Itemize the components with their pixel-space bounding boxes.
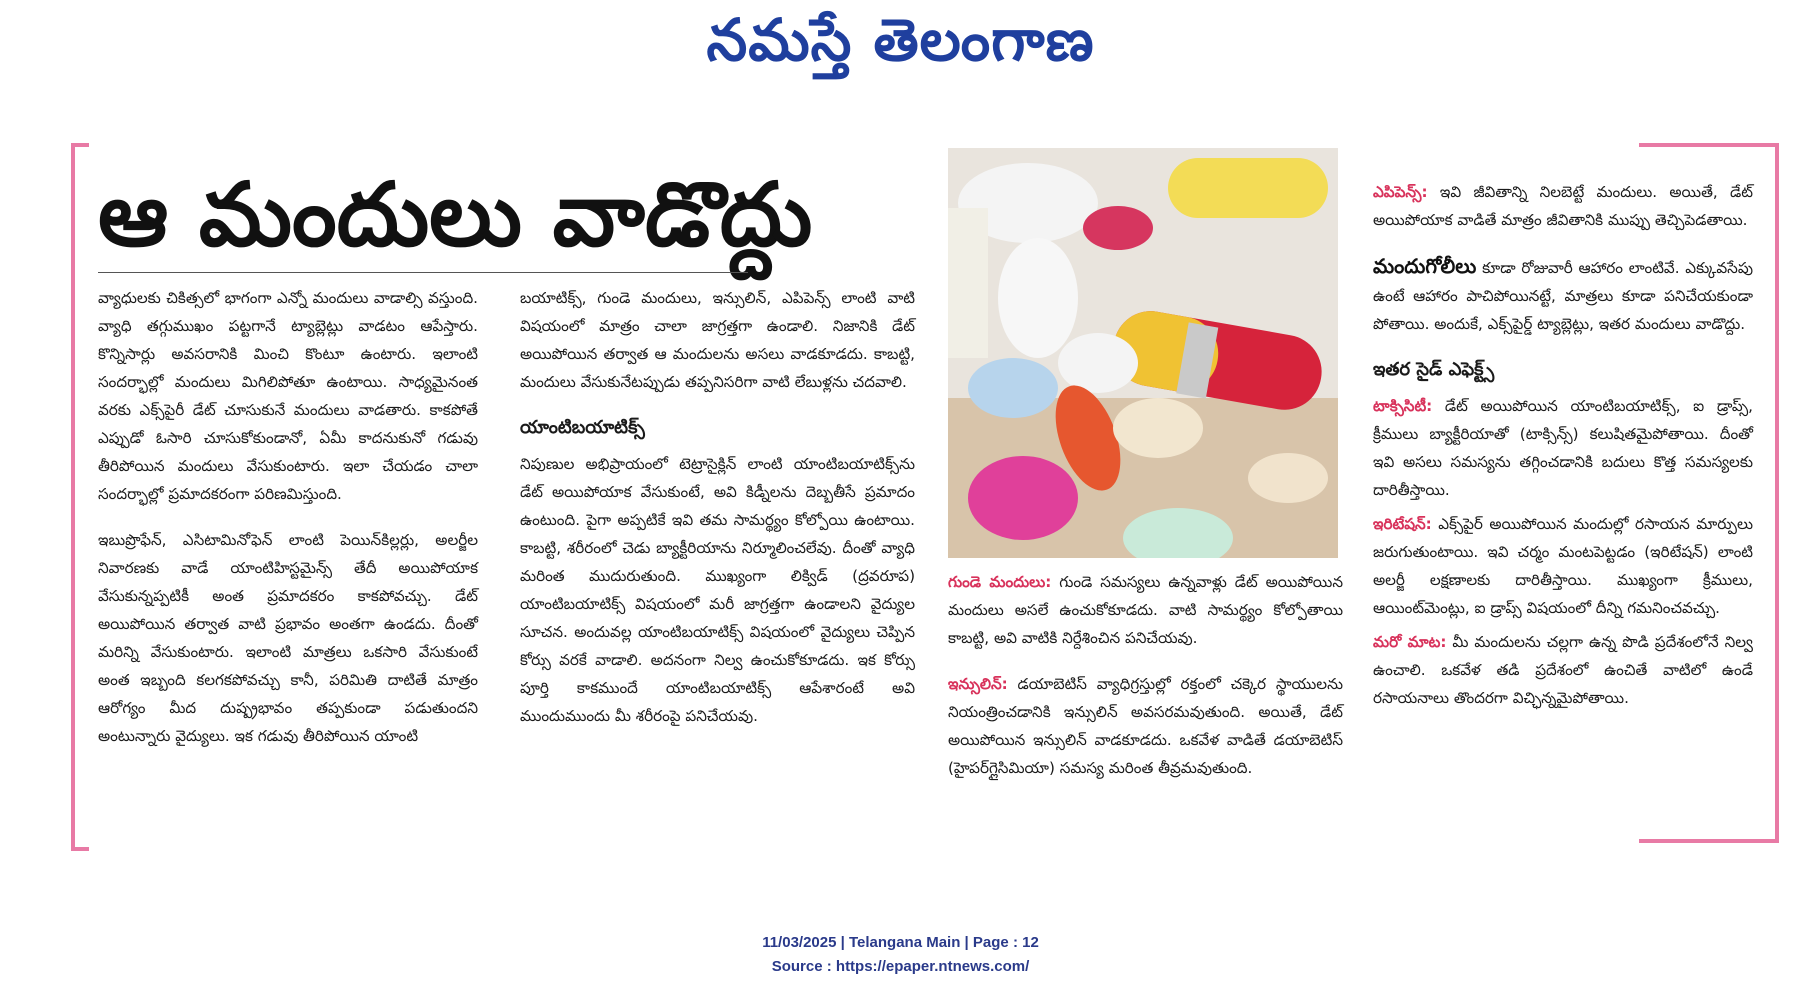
article-column-1 bbox=[98, 284, 478, 768]
keyword-insulin: ఇన్సులిన్: bbox=[948, 675, 1008, 693]
body-paragraph: బయాటిక్స్, గుండె మందులు, ఇన్సులిన్, ఎపిపెన్స్ లాంటి వాటి విషయంలో మాత్రం చాలా జాగ్రత్తగా ఉండాలి. నిజానికి డేట్ అయిపోయిన తర్వాత ఆ మందులను అసలు వాడకూడదు. కాబట్టి, మందులు వేసుకునేటప్పుడు తప్పనిసరిగా వాటి లేబుళ్లను చదవాలి. bbox=[520, 289, 915, 391]
heart-text: గుండె సమస్యలు ఉన్నవాళ్లు డేట్ అయిపోయిన మందులు అసలే ఉంచుకోకూడదు. వాటి సామర్థ్యం కోల్పోతాయి కాబట్టి, అవి వాటికి నిర్దేశించిన పనిచేయవు. bbox=[948, 573, 1343, 647]
keyword-epipens: ఎపిపెన్స్: bbox=[1373, 183, 1428, 201]
keyword-pills: మందుగోలీలు bbox=[1373, 254, 1477, 278]
note-text: మీ మందులను చల్లగా ఉన్న పొడి ప్రదేశంలోనే నిల్వ ఉంచాలి. ఒకవేళ తడి ప్రదేశంలో ఉంచితే వాటిలో ఉండే రసాయనాలు తొందరగా విచ్ఛిన్నమైపోతాయి. bbox=[1373, 633, 1753, 707]
toxicity-paragraph bbox=[1373, 392, 1753, 504]
insulin-paragraph bbox=[948, 670, 1343, 782]
pills-paragraph bbox=[1373, 252, 1753, 338]
footer-source-line: Source : https://epaper.ntnews.com/ bbox=[771, 958, 1030, 975]
body-paragraph: నిపుణుల అభిప్రాయంలో టెట్రాసైక్లిన్ లాంటి యాంటిబయాటిక్స్‌ను డేట్ అయిపోయాక వేసుకుంటే, అవి కిడ్నీలను దెబ్బతీసే ప్రమాదం ఉంటుంది. పైగా అప్పటికే ఇవి తమ సామర్థ్యం కోల్పోయి ఉంటాయి. కాబట్టి, శరీరంలో చెడు బ్యాక్టీరియాను నిర్మూలించలేవు. దీంతో వ్యాధి మరింత ముదురుతుంది. ముఖ్యంగా లిక్విడ్ (ద్రవరూప) యాంటిబయాటిక్స్ విషయంలో మరీ జాగ్రత్తగా ఉండాలని వైద్యుల సూచన. అందువల్ల యాంటిబయాటిక్స్ విషయంలో వైద్యులు చెప్పిన కోర్సు వరకే వాడాలి. అదనంగా నిల్వ ఉంచుకోకూడదు. ఇక కోర్సు పూర్తి కాకముందే యాంటిబయాటిక్స్ ఆపేశారంటే అవి ముందుముందు మీ శరీరంపై పనిచేయవు. bbox=[520, 455, 915, 725]
pills-text: కూడా రోజువారీ ఆహారం లాంటివే. ఎక్కువసేపు ఉంటే ఆహారం పాచిపోయినట్టే, మాత్రలు కూడా పనిచేయకుండా పోతాయి. అందుకే, ఎక్స్‌పైర్డ్ ట్యాబ్లెట్లు, ఇతర మందులు వాడొద్దు. bbox=[1373, 259, 1753, 333]
lead-paragraph: వ్యాధులకు చికిత్సలో భాగంగా ఎన్నో మందులు వాడాల్సి వస్తుంది. వ్యాధి తగ్గుముఖం పట్టగానే ట్యాబ్లెట్లు వాడటం ఆపేస్తారు. కొన్నిసార్లు అవసరానికి మించి కొంటూ ఉంటారు. ఇలాంటి సందర్భాల్లో మందులు మిగిలిపోతూ ఉంటాయి. సాధ్యమైనంత వరకు ఎక్స్‌పైరీ డేట్ చూసుకునే మందులు వాడతారు. కాకపోతే ఎప్పుడో ఓసారి చూసుకోకుండానో, ఏమీ కాదనుకునో గడువు తీరిపోయిన మందులు వేసుకుంటారు. ఇలా చేయడం చాలా సందర్భాల్లో ప్రమాదకరంగా పరిణమిస్తుంది. bbox=[98, 289, 478, 503]
pills-photo bbox=[948, 148, 1338, 558]
insulin-text: డయాబెటిస్ వ్యాధిగ్రస్తుల్లో రక్తంలో చక్కెర స్థాయులను నియంత్రించడానికి ఇన్సులిన్ అవసరమవుతుంది. అయితే, డేట్ అయిపోయిన ఇన్సులిన్ వాడకూడదు. ఒకవేళ వాడితే డయాబెటిస్ (హైపర్‌గ్లైసిమియా) సమస్య మరింత తీవ్రమవుతుంది. bbox=[948, 675, 1343, 777]
keyword-toxicity: టాక్సిసిటీ: bbox=[1373, 397, 1433, 415]
heart-medicines-paragraph bbox=[948, 568, 1343, 652]
toxicity-text: డేట్ అయిపోయిన యాంటిబయాటిక్స్, ఐ డ్రాప్స్, క్రీములు బ్యాక్టీరియాతో (టాక్సిన్స్) కలుషితమైపోతాయి. దీంతో ఇవి అసలు సమస్యను తగ్గించడానికి బదులు కొత్త సమస్యలకు దారితీస్తాయి. bbox=[1373, 397, 1753, 499]
footer-edition-line: 11/03/2025 | Telangana Main | Page : 12 bbox=[762, 934, 1039, 951]
article-column-4 bbox=[1373, 178, 1753, 730]
keyword-irritation: ఇరిటేషన్: bbox=[1373, 515, 1432, 533]
body-paragraph: ఇబుప్రొఫేన్, ఎసిటామినోఫెన్ లాంటి పెయిన్‌కిల్లర్లు, అలర్జీల నివారణకు వాడే యాంటిహిస్టమైన్స్ తేదీ అయిపోయాక వేసుకున్నప్పటికీ అంత ప్రమాదకరం కాకపోవచ్చు. డేట్ అయిపోయిన తర్వాత వాటి ప్రభావం అంతగా ఉండదు. దీంతో మరిన్ని వేసుకుంటారు. ఇలాంటి మాత్రలు ఒకసారి వేసుకుంటే అంత ఇబ్బంది కలగకపోవచ్చు కానీ, పరిమితి దాటితే మాత్రం ఆరోగ్యం మీద దుష్ప్రభావం తప్పకుండా పడుతుందని అంటున్నారు వైద్యులు. ఇక గడువు తీరిపోయిన యాంటి bbox=[98, 531, 478, 745]
keyword-heart-medicines: గుండె మందులు: bbox=[948, 573, 1052, 591]
article-column-3 bbox=[948, 568, 1343, 800]
irritation-text: ఎక్స్‌పైర్ అయిపోయిన మందుల్లో రసాయన మార్పులు జరుగుతుంటాయి. ఇవి చర్మం మంటపెట్టడం (ఇరిటేషన్) లాంటి అలర్జీ లక్షణాలకు దారితీస్తాయి. ముఖ్యంగా క్రీములు, ఆయింట్‌మెంట్లు, ఐ డ్రాప్స్ విషయంలో దీన్ని గమనించవచ్చు. bbox=[1373, 515, 1753, 617]
headline-rule bbox=[98, 272, 748, 273]
article-frame-left bbox=[71, 143, 89, 851]
irritation-paragraph bbox=[1373, 510, 1753, 622]
epipens-paragraph bbox=[1373, 178, 1753, 234]
article-column-2 bbox=[520, 284, 915, 748]
section-heading-side-effects: ఇతర సైడ్ ఎఫెక్ట్స్ bbox=[1373, 359, 1495, 380]
note-paragraph bbox=[1373, 628, 1753, 712]
section-heading-antibiotics: యాంటిబయాటిక్స్ bbox=[520, 417, 645, 438]
pills-illustration bbox=[948, 148, 1338, 558]
masthead-logo: నమస్తే తెలంగాణ bbox=[706, 6, 1095, 74]
epipens-text: ఇవి జీవితాన్ని నిలబెట్టే మందులు. అయితే, డేట్ అయిపోయాక వాడితే మాత్రం జీవితానికి ముప్పు తెచ్చిపెడతాయి. bbox=[1373, 183, 1753, 229]
keyword-note: మరో మాట: bbox=[1373, 633, 1447, 651]
article-headline: ఆ మందులు వాడొద్దు bbox=[98, 163, 813, 266]
